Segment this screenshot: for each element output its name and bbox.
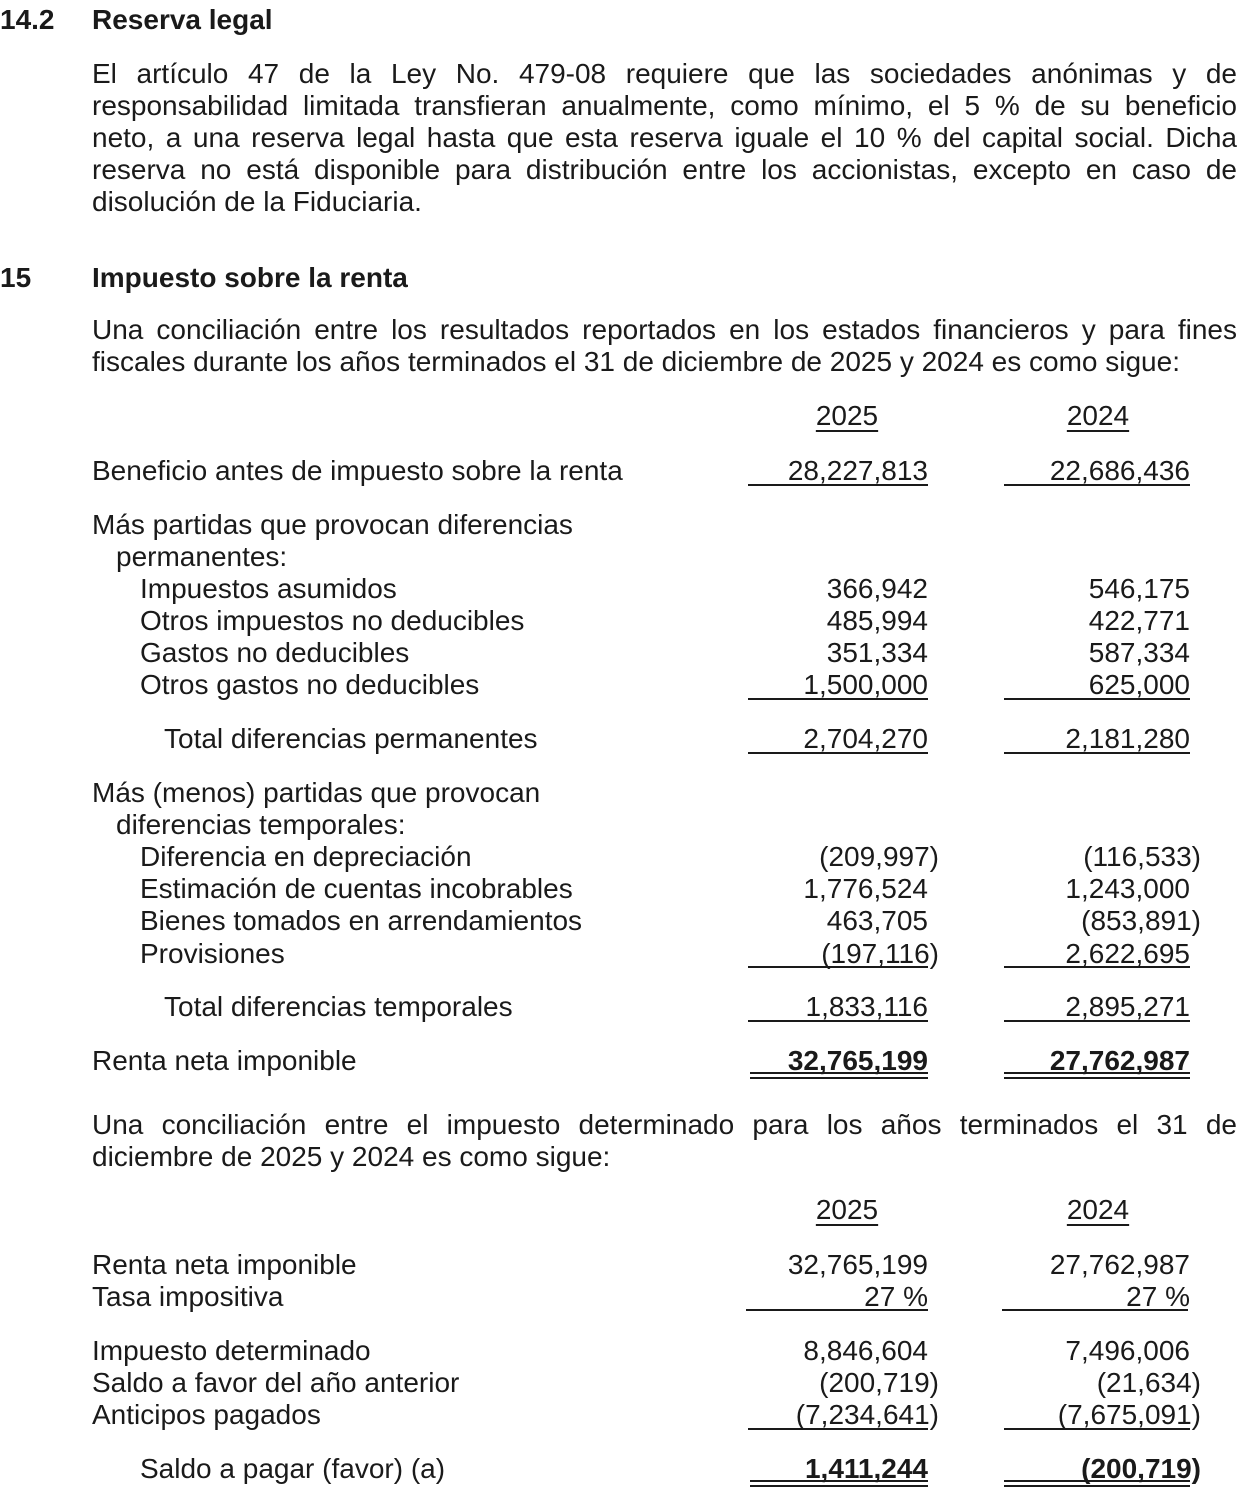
temp-header-line2: diferencias temporales:: [116, 809, 406, 840]
saldo-double-rule-2025: [750, 1480, 928, 1487]
paragraph-line: fiscales durante los años terminados el 31 de diciembre de 2025 y 2024 es como sigue:: [92, 346, 1180, 377]
perm-total-2024: 2,181,280: [1065, 723, 1190, 754]
t2-row-2024: 27,762,987: [1049, 1249, 1190, 1280]
t2-row-label: Tasa impositiva: [92, 1281, 284, 1312]
anticipos-rule-2024: [1004, 1428, 1190, 1430]
perm-total-label: Total diferencias permanentes: [164, 723, 538, 754]
perm-subtotal-rule-2025: [748, 698, 928, 700]
t2-row-label: Impuesto determinado: [92, 1335, 371, 1366]
paragraph-line: reserva no está disponible para distribución entre los accionistas, excepto en caso de: [92, 154, 1237, 185]
perm-item-label: Gastos no deducibles: [140, 637, 410, 668]
table1-year-2025: 2025: [815, 400, 879, 431]
t2-row-2024: (21,634): [1096, 1367, 1201, 1398]
perm-item-2025: 366,942: [826, 573, 928, 604]
beneficio-2025: 28,227,813: [787, 455, 928, 486]
t2-row-label: Saldo a favor del año anterior: [92, 1367, 460, 1398]
perm-header-line2: permanentes:: [116, 541, 288, 572]
temp-item-label: Diferencia en depreciación: [140, 841, 472, 872]
beneficio-underline-2024: [1004, 484, 1190, 486]
t2-row-label: Anticipos pagados: [92, 1399, 321, 1430]
temp-item-2024: 1,243,000: [1065, 873, 1190, 904]
perm-item-label: Impuestos asumidos: [140, 573, 397, 604]
paragraph-line: El artículo 47 de la Ley No. 479-08 requiere que las sociedades anónimas y de: [92, 58, 1237, 89]
renta-neta-label: Renta neta imponible: [92, 1045, 357, 1076]
beneficio-label: Beneficio antes de impuesto sobre la renta: [92, 455, 623, 486]
temp-total-rule-2025: [748, 1020, 928, 1022]
section-title-reserva-legal: Reserva legal: [92, 4, 273, 35]
t2-row-2025: (7,234,641): [795, 1399, 939, 1430]
paragraph-line: disolución de la Fiduciaria.: [92, 186, 422, 217]
temp-item-2024: (116,533): [1083, 841, 1201, 872]
t2-row-2025: 8,846,604: [803, 1335, 928, 1366]
table1-year-2024: 2024: [1066, 400, 1130, 431]
temp-item-2024: (853,891): [1081, 905, 1201, 936]
perm-item-2024: 587,334: [1088, 637, 1190, 668]
saldo-double-rule-2024: [1004, 1480, 1190, 1487]
paragraph-line: responsabilidad limitada transfieran anualmente, como mínimo, el 5 % de su beneficio: [92, 90, 1237, 121]
conciliacion-impuesto-paragraph: [92, 1109, 1237, 1173]
temp-total-label: Total diferencias temporales: [164, 991, 513, 1022]
perm-item-label: Otros impuestos no deducibles: [140, 605, 525, 636]
t2-row-label: Renta neta imponible: [92, 1249, 357, 1280]
tasa-rule-2025: [746, 1309, 928, 1311]
renta-neta-2025: 32,765,199: [787, 1045, 928, 1076]
saldo-pagar-2025: 1,411,244: [804, 1453, 928, 1484]
perm-header-line1: Más partidas que provocan diferencias: [92, 509, 573, 540]
section-number-15: 15: [0, 262, 32, 293]
perm-item-label: Otros gastos no deducibles: [140, 669, 480, 700]
paragraph-line: Una conciliación entre el impuesto determinado para los años terminados el 31 de: [92, 1109, 1237, 1140]
perm-total-2025: 2,704,270: [803, 723, 928, 754]
temp-item-2025: 1,776,524: [803, 873, 928, 904]
t2-row-2025: 27 %: [864, 1281, 928, 1312]
renta-neta-double-rule-2024: [1004, 1072, 1190, 1079]
tasa-rule-2024: [1002, 1309, 1188, 1311]
t2-row-2025: (200,719): [819, 1367, 939, 1398]
table2-year-2024: 2024: [1066, 1194, 1130, 1225]
paragraph-line: diciembre de 2025 y 2024 es como sigue:: [92, 1141, 611, 1172]
temp-total-rule-2024: [1004, 1020, 1190, 1022]
temp-item-label: Bienes tomados en arrendamientos: [140, 905, 583, 936]
saldo-pagar-label: Saldo a pagar (favor) (a): [140, 1453, 446, 1484]
reserva-legal-paragraph: [92, 58, 1237, 218]
section-title-impuesto: Impuesto sobre la renta: [92, 262, 408, 293]
temp-item-label: Estimación de cuentas incobrables: [140, 873, 573, 904]
perm-item-2025: 351,334: [826, 637, 928, 668]
perm-item-2024: 546,175: [1088, 573, 1190, 604]
perm-item-2025: 485,994: [826, 605, 928, 636]
t2-row-2024: (7,675,091): [1057, 1399, 1201, 1430]
temp-header-line1: Más (menos) partidas que provocan: [92, 777, 541, 808]
paragraph-line: Una conciliación entre los resultados reportados en los estados financieros y para fines: [92, 314, 1237, 345]
section-number-14-2: 14.2: [0, 4, 55, 35]
temp-item-label: Provisiones: [140, 938, 285, 969]
temp-item-2024: 2,622,695: [1065, 938, 1190, 969]
temp-subtotal-rule-2025: [748, 966, 928, 968]
temp-item-2025: 463,705: [826, 905, 928, 936]
perm-item-2025: 1,500,000: [803, 669, 928, 700]
table2-year-2025: 2025: [815, 1194, 879, 1225]
temp-subtotal-rule-2024: [1004, 966, 1190, 968]
anticipos-rule-2025: [748, 1428, 928, 1430]
beneficio-2024: 22,686,436: [1049, 455, 1190, 486]
t2-row-2025: 32,765,199: [787, 1249, 928, 1280]
temp-total-2024: 2,895,271: [1065, 991, 1190, 1022]
beneficio-underline-2025: [748, 484, 928, 486]
t2-row-2024: 27 %: [1126, 1281, 1190, 1312]
temp-total-2025: 1,833,116: [805, 991, 928, 1022]
paragraph-line: neto, a una reserva legal hasta que esta reserva iguale el 10 % del capital social. Dicha: [92, 122, 1237, 153]
perm-total-rule-2024: [1004, 752, 1190, 754]
saldo-pagar-2024: (200,719): [1081, 1453, 1201, 1484]
t2-row-2024: 7,496,006: [1065, 1335, 1190, 1366]
perm-subtotal-rule-2024: [1004, 698, 1190, 700]
perm-item-2024: 625,000: [1088, 669, 1190, 700]
conciliacion-intro-paragraph: [92, 314, 1237, 378]
perm-total-rule-2025: [748, 752, 928, 754]
temp-item-2025: (197,116): [821, 938, 939, 969]
perm-item-2024: 422,771: [1088, 605, 1190, 636]
temp-item-2025: (209,997): [819, 841, 939, 872]
renta-neta-2024: 27,762,987: [1049, 1045, 1190, 1076]
renta-neta-double-rule-2025: [750, 1072, 928, 1079]
